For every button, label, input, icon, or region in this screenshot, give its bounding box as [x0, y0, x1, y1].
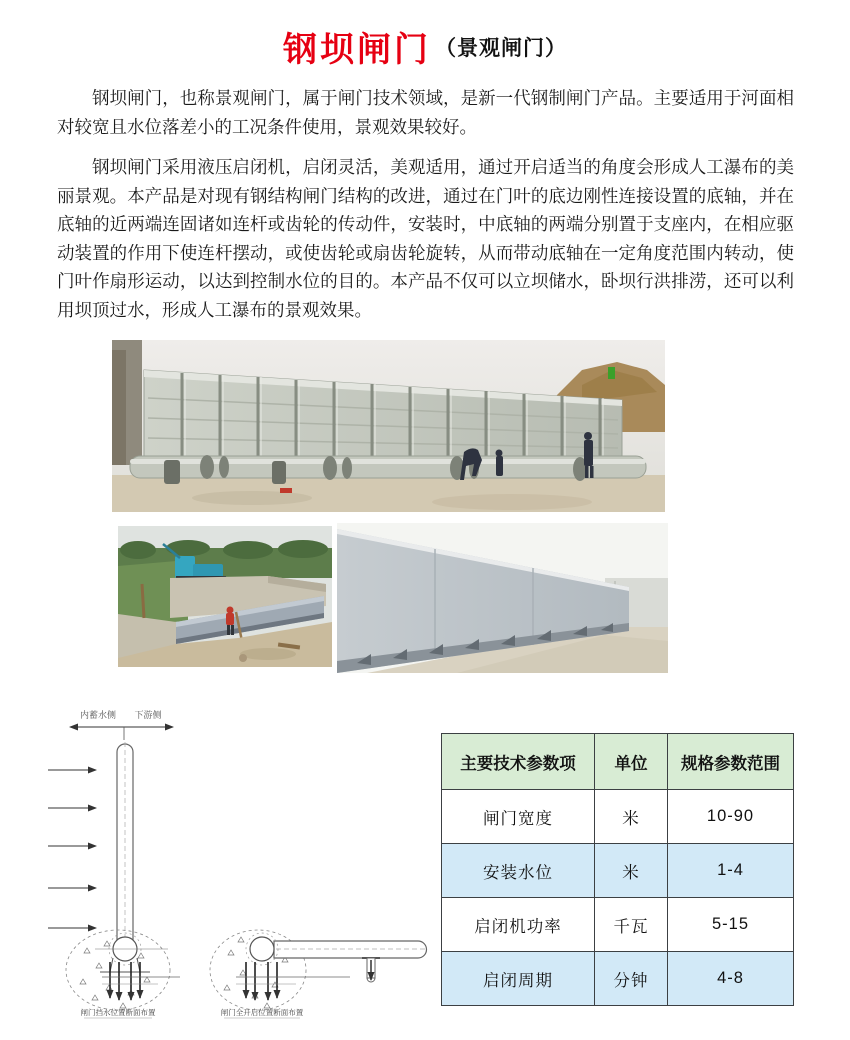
- caption-gate-closed: 闸门挡水位置断面布置: [80, 1008, 156, 1017]
- photo-gate-installation: [118, 526, 332, 667]
- photo-gate-installation-graphic: [118, 526, 332, 667]
- paragraph-mechanism: 钢坝闸门采用液压启闭机，启闭灵活，美观适用，通过开启适当的角度会形成人工瀑布的美丽景观。本产品是对现有钢结构闸门结构的改进，通过在门叶的底边刚性连接设置的底轴，并在底轴的近两端连固诸如连杆或齿轮的传动件，安装时，中底轴的两端分别置于支座内，在相应驱动装置的作用下使连杆摆动，或使齿轮或扇齿轮旋转，从而带动底轴在一定角度范围内转动，使门叶作扇形运动，以达到控制水位的目的。本产品不仅可以立坝储水，卧坝行洪排涝，还可以利用坝顶过水，形成人工瀑布的景观效果。: [57, 157, 794, 320]
- cell-range: 5-15: [668, 898, 794, 952]
- cell-param: 启闭周期: [442, 952, 595, 1006]
- spec-table-header-row: [442, 734, 794, 790]
- cell-unit: 千瓦: [595, 898, 668, 952]
- cell-range: 1-4: [668, 844, 794, 898]
- photo-gate-assembly-graphic: [112, 340, 665, 512]
- title-main: 钢坝闸门: [283, 31, 431, 69]
- cell-param: 安装水位: [442, 844, 595, 898]
- cell-unit: 米: [595, 790, 668, 844]
- caption-gate-open: 闸门全开启位置断面布置: [220, 1008, 304, 1017]
- diagram-gate-open: [210, 930, 427, 1018]
- table-row-cycle-time: [442, 952, 794, 1006]
- label-storage-side: 内蓄水侧: [79, 710, 117, 720]
- page-title: [0, 22, 850, 71]
- cell-param: 闸门宽度: [442, 790, 595, 844]
- paragraph-overview: 钢坝闸门，也称景观闸门，属于闸门技术领域，是新一代钢制闸门产品。主要适用于河面相对较宽且水位落差小的工况条件使用，景观效果较好。: [57, 88, 794, 137]
- cell-unit: 分钟: [595, 952, 668, 1006]
- section-diagrams: [40, 700, 440, 1035]
- photo-gate-assembly: [112, 340, 665, 512]
- cell-range: 4-8: [668, 952, 794, 1006]
- header-parameter: 主要技术参数项: [442, 734, 595, 790]
- intro-text: [57, 84, 794, 324]
- header-range: 规格参数范围: [668, 734, 794, 790]
- cell-range: 10-90: [668, 790, 794, 844]
- diagram-gate-closed: [48, 709, 180, 1018]
- cell-unit: 米: [595, 844, 668, 898]
- label-downstream-side: 下游侧: [134, 710, 162, 720]
- gate-position-diagram: [40, 700, 440, 1035]
- spec-table: [441, 733, 794, 1006]
- photo-gate-finished: [337, 523, 668, 673]
- table-row-install-level: [442, 844, 794, 898]
- table-row-gate-width: [442, 790, 794, 844]
- photo-gate-finished-graphic: [337, 523, 668, 673]
- title-sub: （景观闸门）: [435, 36, 567, 60]
- cell-param: 启闭机功率: [442, 898, 595, 952]
- header-unit: 单位: [595, 734, 668, 790]
- table-row-hoist-power: [442, 898, 794, 952]
